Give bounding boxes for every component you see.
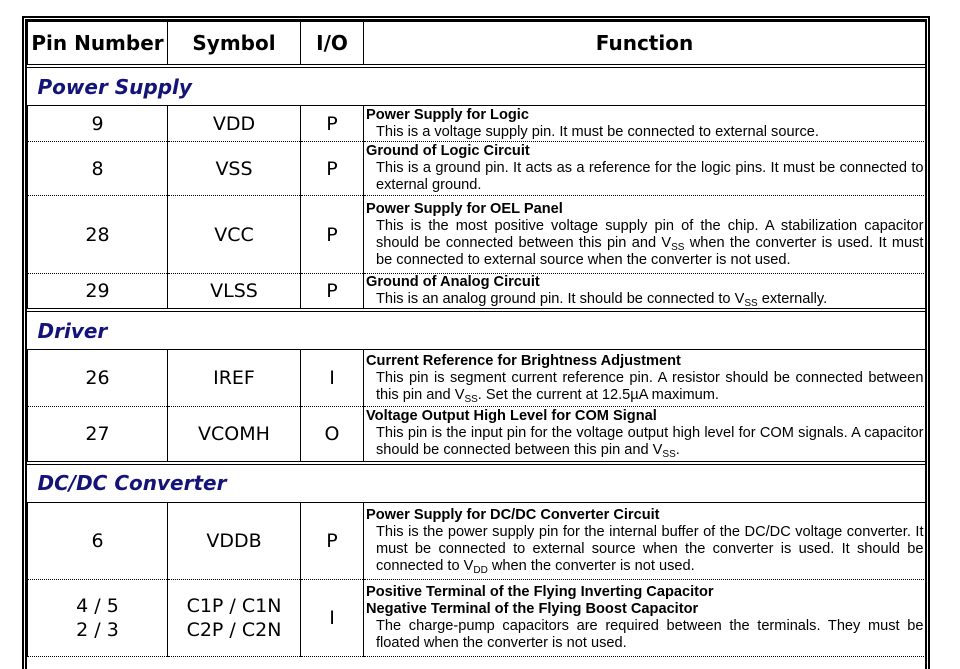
description-text: when the converter is not used.: [487, 557, 695, 574]
section-title-power-supply: Power Supply: [28, 66, 926, 106]
table-row: [28, 579, 926, 656]
subscript: SS: [464, 393, 478, 405]
function-description: The charge-pump capacitors are required between the terminals. They must be floated when the converter is not used.: [376, 617, 924, 651]
pin-number: 8: [28, 142, 168, 196]
pin-function: [364, 274, 926, 311]
pin-symbol-line: C1P / C1N: [186, 594, 282, 617]
pin-number: 27: [28, 407, 168, 463]
table-row: [28, 142, 926, 196]
function-title: Current Reference for Brightness Adjustment: [366, 352, 681, 369]
function-description: [366, 291, 924, 308]
pin-function: [364, 350, 926, 407]
pin-io: P: [301, 142, 364, 196]
header-pin-number: Pin Number: [28, 22, 168, 67]
pin-symbol: VSS: [168, 142, 301, 196]
function-title: Power Supply for Logic: [366, 106, 529, 123]
pin-io: P: [301, 502, 364, 579]
function-title: Ground of Analog Circuit: [366, 274, 540, 290]
pin-function: [364, 106, 926, 142]
subscript: SS: [671, 241, 685, 253]
header-symbol: Symbol: [168, 22, 301, 67]
table-row: [28, 502, 926, 579]
subscript: SS: [662, 449, 676, 461]
function-description: This is a ground pin. It acts as a reference for the logic pins. It must be connected to external ground.: [376, 160, 924, 193]
pin-io: P: [301, 106, 364, 142]
section-title-driver: Driver: [28, 310, 926, 350]
pin-function: [364, 407, 926, 463]
function-title: Ground of Logic Circuit: [366, 143, 530, 159]
function-title: Power Supply for DC/DC Converter Circuit: [366, 506, 660, 523]
header-function: Function: [364, 22, 926, 67]
pin-symbol-line: C2P / C2N: [186, 618, 282, 641]
description-text: when the converter is used. It must be connected to external source when the converter is not used.: [376, 234, 924, 268]
pin-io: P: [301, 274, 364, 311]
pin-number: [28, 579, 168, 656]
function-description: [366, 425, 924, 459]
pin-symbol: VDDB: [168, 502, 301, 579]
pin-function: [364, 196, 926, 274]
pin-function: [364, 502, 926, 579]
description-text: This is an analog ground pin. It should be connected to V: [376, 291, 745, 307]
function-description: [366, 524, 924, 575]
description-text: This pin is the input pin for the voltage output high level for COM signals. A capacitor should be connected between this pin and V: [376, 425, 924, 459]
pin-number-line: 4 / 5: [76, 594, 119, 617]
pin-symbol: [168, 579, 301, 656]
description-text: This pin is segment current reference pin. A resistor should be connected between this pin and V: [376, 369, 924, 403]
pin-io: I: [301, 350, 364, 407]
pin-io: I: [301, 579, 364, 656]
pin-number: 9: [28, 106, 168, 142]
header-io: I/O: [301, 22, 364, 67]
pin-function: [364, 579, 926, 656]
pin-symbol: VCC: [168, 196, 301, 274]
subscript: SS: [744, 298, 758, 309]
pin-number: 29: [28, 274, 168, 311]
pin-number: 6: [28, 502, 168, 579]
description-text: This is the most positive voltage supply pin of the chip. A stabilization capacitor should be connected between this pin and V: [376, 217, 924, 251]
pin-function: [364, 142, 926, 196]
function-description: [366, 218, 924, 269]
section-row-power-supply: [28, 66, 926, 106]
function-description: [366, 370, 924, 404]
pin-description-table-frame: [22, 16, 930, 669]
section-row-dcdc-converter: [28, 463, 926, 503]
function-description: This is a voltage supply pin. It must be connected to external source.: [376, 123, 819, 140]
section-title-dcdc-converter: DC/DC Converter: [28, 463, 926, 503]
pin-symbol: IREF: [168, 350, 301, 407]
table-row: [28, 407, 926, 463]
function-title: Voltage Output High Level for COM Signal: [366, 408, 657, 425]
table-row: [28, 274, 926, 311]
pin-symbol: VCOMH: [168, 407, 301, 463]
table-row: [28, 106, 926, 142]
pin-number: 26: [28, 350, 168, 407]
subscript: DD: [473, 564, 488, 576]
function-title: Power Supply for OEL Panel: [366, 200, 563, 217]
header-row: [28, 22, 926, 67]
pin-io: P: [301, 196, 364, 274]
description-text: externally.: [757, 291, 828, 307]
pin-symbol: VDD: [168, 106, 301, 142]
function-title: Negative Terminal of the Flying Boost Capacitor: [366, 600, 699, 617]
description-text: This is the power supply pin for the internal buffer of the DC/DC voltage converter. It must be connected to external source when the converter is used. It should be connected to V: [376, 523, 924, 574]
pin-description-table: [27, 21, 926, 657]
pin-symbol: VLSS: [168, 274, 301, 311]
pin-io: O: [301, 407, 364, 463]
pin-number: 28: [28, 196, 168, 274]
description-text: .: [675, 442, 680, 459]
table-row: [28, 196, 926, 274]
pin-number-line: 2 / 3: [76, 618, 119, 641]
function-title: Positive Terminal of the Flying Inverting Capacitor: [366, 583, 714, 600]
section-row-driver: [28, 310, 926, 350]
description-text: . Set the current at 12.5µA maximum.: [477, 386, 719, 403]
table-row: [28, 350, 926, 407]
